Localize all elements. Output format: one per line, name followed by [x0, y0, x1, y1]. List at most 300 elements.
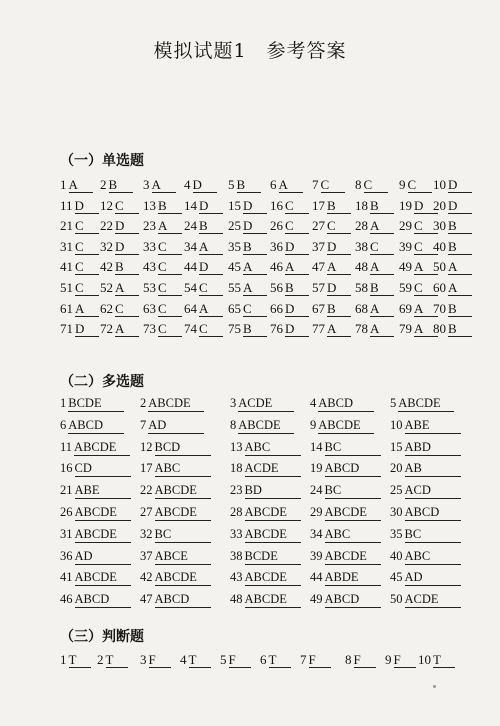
answer-item: [355, 217, 394, 235]
answer-value: A: [414, 321, 438, 337]
answer-item: [312, 300, 351, 318]
answer-item: [270, 279, 309, 297]
single-choice-heading: （一）单选题: [60, 153, 144, 169]
question-number: 14: [184, 197, 197, 213]
answer-item: [100, 258, 139, 276]
answer-value: D: [199, 198, 223, 214]
answer-value: ABC: [325, 527, 381, 543]
answer-value: F: [309, 652, 331, 668]
answer-item: [399, 176, 432, 194]
answer-item: [100, 300, 139, 318]
question-number: 26: [270, 218, 283, 234]
question-number: 28: [230, 504, 243, 519]
question-number: 23: [230, 483, 243, 498]
question-number: 1: [60, 652, 67, 667]
answer-item: [433, 217, 472, 235]
answer-item: [143, 279, 182, 297]
answer-item: [184, 238, 223, 256]
question-number: 11: [60, 439, 73, 454]
answer-value: D: [75, 198, 99, 214]
answer-value: C: [370, 239, 394, 255]
question-number: 37: [312, 238, 325, 254]
answer-value: ABCDE: [398, 396, 454, 412]
answer-item: [310, 416, 374, 434]
answer-item: [230, 416, 294, 434]
answer-item: [270, 300, 309, 318]
question-number: 35: [390, 526, 403, 541]
answer-value: ABD: [405, 440, 461, 456]
answer-value: ABCD: [75, 592, 131, 608]
answer-value: T: [269, 652, 291, 668]
question-number: 29: [310, 504, 323, 519]
answer-item: [355, 279, 394, 297]
question-number: 8: [230, 417, 237, 432]
answer-item: [385, 651, 416, 669]
question-number: 3: [230, 396, 237, 410]
answer-item: [140, 525, 211, 543]
question-number: 4: [180, 652, 187, 667]
answer-value: ABCDE: [74, 440, 130, 456]
answer-value: ACDE: [245, 461, 301, 477]
answer-value: F: [354, 652, 376, 668]
answer-item: [60, 503, 131, 521]
answer-value: CD: [75, 461, 131, 477]
question-number: 5: [228, 177, 235, 192]
question-number: 9: [385, 652, 392, 667]
question-number: 15: [390, 439, 403, 454]
answer-value: D: [199, 259, 223, 275]
multiple-choice-heading: （二）多选题: [60, 374, 144, 390]
answer-value: ABCDE: [148, 396, 204, 412]
answer-item: [60, 459, 131, 477]
answer-value: ABCDE: [75, 527, 131, 543]
page-speck: [433, 685, 436, 688]
question-number: 10: [418, 652, 431, 667]
answer-item: [312, 320, 351, 338]
answer-value: T: [189, 652, 211, 668]
answer-item: [433, 176, 472, 194]
question-number: 73: [143, 321, 156, 337]
answer-item: [310, 481, 381, 499]
question-number: 18: [230, 461, 243, 476]
question-number: 20: [433, 197, 446, 213]
answer-value: BC: [155, 527, 211, 543]
answer-item: [228, 238, 267, 256]
answer-value: ABCD: [325, 461, 381, 477]
question-number: 41: [60, 570, 73, 585]
answer-value: ABCDE: [318, 418, 374, 434]
question-number: 5: [390, 396, 397, 410]
answer-value: BC: [325, 483, 381, 499]
question-number: 19: [399, 197, 412, 213]
answer-value: C: [414, 239, 438, 255]
question-number: 43: [230, 570, 243, 585]
answer-item: [184, 320, 223, 338]
answer-item: [228, 197, 267, 215]
question-number: 49: [310, 592, 323, 607]
question-number: 17: [140, 461, 153, 476]
answer-value: ABCD: [318, 396, 374, 412]
answer-item: [184, 197, 223, 215]
answer-value: ACDE: [238, 396, 294, 412]
answer-item: [184, 258, 223, 276]
answer-value: A: [327, 321, 351, 337]
answer-value: ABCDE: [245, 527, 301, 543]
question-number: 3: [143, 177, 150, 192]
question-number: 23: [143, 218, 156, 234]
answer-value: ABCDE: [155, 570, 211, 586]
question-number: 6: [270, 177, 277, 192]
answer-value: C: [285, 198, 309, 214]
answer-item: [270, 217, 309, 235]
answer-value: A: [370, 301, 394, 317]
question-number: 17: [312, 197, 325, 213]
question-number: 39: [399, 238, 412, 254]
answer-item: [345, 651, 376, 669]
answer-item: [355, 176, 388, 194]
answer-item: [60, 438, 130, 456]
answer-value: C: [408, 177, 432, 193]
question-number: 34: [184, 238, 197, 254]
answer-value: ACDE: [405, 592, 461, 608]
answer-item: [355, 197, 394, 215]
answer-item: [60, 651, 91, 669]
question-number: 15: [228, 197, 241, 213]
question-number: 60: [433, 279, 446, 295]
question-number: 55: [228, 279, 241, 295]
answer-item: [60, 525, 131, 543]
answer-value: B: [158, 198, 182, 214]
answer-item: [140, 416, 204, 434]
question-number: 50: [433, 259, 446, 275]
answer-item: [230, 590, 301, 608]
answer-value: D: [448, 177, 472, 193]
question-number: 13: [143, 197, 156, 213]
answer-item: [60, 416, 124, 434]
question-number: 59: [399, 279, 412, 295]
question-number: 65: [228, 300, 241, 316]
question-number: 47: [312, 259, 325, 275]
question-number: 8: [345, 652, 352, 667]
answer-value: A: [414, 301, 438, 317]
answer-value: D: [414, 198, 438, 214]
answer-value: C: [414, 218, 438, 234]
question-number: 75: [228, 321, 241, 337]
answer-value: ABCDE: [245, 592, 301, 608]
answer-value: C: [115, 198, 139, 214]
answer-item: [270, 176, 303, 194]
question-number: 22: [100, 218, 113, 234]
answer-value: ABCDE: [75, 570, 131, 586]
question-number: 38: [230, 548, 243, 563]
answer-item: [228, 320, 267, 338]
answer-item: [390, 459, 461, 477]
answer-item: [60, 547, 131, 565]
answer-value: F: [394, 652, 416, 668]
answer-value: C: [158, 321, 182, 337]
question-number: 72: [100, 321, 113, 337]
answer-value: ABDE: [325, 570, 381, 586]
answer-value: ABCDE: [238, 418, 294, 434]
answer-value: D: [327, 280, 351, 296]
answer-item: [390, 394, 454, 412]
answer-value: C: [158, 280, 182, 296]
answer-item: [60, 176, 93, 194]
question-number: 62: [100, 300, 113, 316]
question-number: 16: [270, 197, 283, 213]
question-number: 6: [260, 652, 267, 667]
answer-item: [310, 568, 381, 586]
question-number: 42: [140, 570, 153, 585]
answer-item: [100, 197, 139, 215]
answer-value: B: [243, 239, 267, 255]
answer-item: [60, 258, 99, 276]
answer-value: ABCDE: [245, 505, 301, 521]
answer-item: [184, 279, 223, 297]
answer-value: ABE: [405, 418, 461, 434]
question-number: 71: [60, 321, 73, 337]
answer-value: A: [199, 239, 223, 255]
answer-value: B: [370, 280, 394, 296]
answer-value: BCDE: [68, 396, 124, 412]
question-number: 4: [184, 177, 191, 192]
answer-value: B: [109, 177, 133, 193]
answer-item: [100, 176, 133, 194]
answer-value: ABCE: [155, 549, 211, 565]
answer-item: [300, 651, 331, 669]
answer-value: A: [152, 177, 176, 193]
answer-value: ABCDE: [155, 505, 211, 521]
answer-value: A: [370, 321, 394, 337]
answer-value: B: [370, 198, 394, 214]
answer-value: B: [448, 321, 472, 337]
answer-item: [310, 503, 381, 521]
answer-value: A: [75, 301, 99, 317]
answer-item: [143, 238, 182, 256]
answer-value: T: [433, 652, 455, 668]
answer-value: ABCDE: [325, 505, 381, 521]
question-number: 30: [433, 218, 446, 234]
answer-item: [390, 525, 461, 543]
answer-value: A: [370, 218, 394, 234]
answer-item: [143, 197, 182, 215]
answer-value: C: [199, 280, 223, 296]
answer-value: ABCDE: [155, 483, 211, 499]
answer-value: D: [285, 321, 309, 337]
answer-value: C: [75, 280, 99, 296]
page-title: 模拟试题1 参考答案: [153, 40, 347, 62]
answer-item: [433, 258, 472, 276]
answer-value: T: [106, 652, 128, 668]
question-number: 80: [433, 321, 446, 337]
answer-value: A: [279, 177, 303, 193]
question-number: 16: [60, 461, 73, 476]
answer-value: B: [243, 321, 267, 337]
answer-value: A: [243, 259, 267, 275]
question-number: 12: [100, 197, 113, 213]
answer-item: [230, 568, 301, 586]
answer-item: [312, 176, 345, 194]
question-number: 6: [60, 417, 67, 432]
answer-item: [60, 238, 99, 256]
question-number: 32: [140, 526, 153, 541]
question-number: 27: [312, 218, 325, 234]
answer-value: B: [448, 218, 472, 234]
answer-value: D: [115, 239, 139, 255]
answer-value: ABCDE: [245, 570, 301, 586]
answer-value: B: [115, 259, 139, 275]
question-number: 3: [140, 652, 147, 667]
question-number: 2: [100, 177, 107, 192]
answer-value: A: [370, 259, 394, 275]
answer-value: D: [243, 198, 267, 214]
answer-value: BCDE: [245, 549, 301, 565]
answer-value: B: [199, 218, 223, 234]
answer-value: ABE: [75, 483, 131, 499]
question-number: 35: [228, 238, 241, 254]
answer-item: [355, 320, 394, 338]
question-number: 27: [140, 504, 153, 519]
answer-value: A: [115, 321, 139, 337]
answer-item: [100, 320, 139, 338]
question-number: 44: [184, 259, 197, 275]
answer-item: [140, 590, 211, 608]
answer-value: B: [327, 301, 351, 317]
question-number: 36: [270, 238, 283, 254]
question-number: 68: [355, 300, 368, 316]
question-number: 38: [355, 238, 368, 254]
question-number: 9: [399, 177, 406, 192]
answer-value: D: [327, 239, 351, 255]
question-number: 24: [184, 218, 197, 234]
answer-value: C: [75, 259, 99, 275]
question-number: 26: [60, 504, 73, 519]
question-number: 18: [355, 197, 368, 213]
question-number: 25: [390, 483, 403, 498]
answer-value: C: [364, 177, 388, 193]
answer-value: C: [75, 239, 99, 255]
answer-item: [355, 238, 394, 256]
question-number: 10: [433, 177, 446, 192]
answer-item: [390, 438, 461, 456]
answer-value: C: [199, 321, 223, 337]
answer-value: D: [448, 198, 472, 214]
answer-item: [60, 590, 131, 608]
answer-item: [140, 481, 211, 499]
answer-value: A: [448, 280, 472, 296]
question-number: 78: [355, 321, 368, 337]
answer-item: [184, 176, 217, 194]
answer-item: [433, 300, 472, 318]
answer-item: [140, 503, 211, 521]
answer-item: [390, 568, 461, 586]
answer-value: AD: [75, 549, 131, 565]
answer-item: [184, 300, 223, 318]
answer-value: D: [285, 301, 309, 317]
question-number: 77: [312, 321, 325, 337]
answer-value: D: [115, 218, 139, 234]
question-number: 10: [390, 417, 403, 432]
answer-value: F: [149, 652, 171, 668]
answer-item: [97, 651, 128, 669]
answer-value: BC: [325, 440, 381, 456]
answer-item: [140, 394, 204, 412]
answer-item: [143, 217, 182, 235]
question-number: 25: [228, 218, 241, 234]
question-number: 36: [60, 548, 73, 563]
answer-value: BC: [405, 527, 461, 543]
answer-item: [355, 258, 394, 276]
answer-item: [270, 320, 309, 338]
question-number: 52: [100, 279, 113, 295]
answer-value: BD: [245, 483, 301, 499]
answer-value: A: [69, 177, 93, 193]
answer-item: [390, 547, 461, 565]
answer-item: [60, 568, 131, 586]
question-number: 7: [140, 417, 147, 432]
question-number: 4: [310, 396, 317, 410]
question-number: 30: [390, 504, 403, 519]
answer-item: [310, 459, 381, 477]
question-number: 1: [60, 396, 67, 410]
answer-item: [230, 547, 301, 565]
answer-value: ABCDE: [75, 505, 131, 521]
answer-value: B: [448, 239, 472, 255]
answer-value: ABC: [155, 461, 211, 477]
question-number: 2: [97, 652, 104, 667]
answer-item: [390, 590, 461, 608]
answer-value: ABCDE: [325, 549, 381, 565]
answer-item: [390, 416, 461, 434]
answer-item: [390, 503, 461, 521]
answer-value: BCD: [155, 440, 211, 456]
question-number: 40: [433, 238, 446, 254]
question-number: 24: [310, 483, 323, 498]
question-number: 48: [230, 592, 243, 607]
question-number: 67: [312, 300, 325, 316]
answer-value: C: [158, 239, 182, 255]
answer-value: C: [243, 301, 267, 317]
question-number: 66: [270, 300, 283, 316]
question-number: 53: [143, 279, 156, 295]
question-number: 79: [399, 321, 412, 337]
answer-item: [220, 651, 251, 669]
answer-item: [100, 217, 139, 235]
answer-value: A: [327, 259, 351, 275]
answer-value: B: [285, 280, 309, 296]
question-number: 63: [143, 300, 156, 316]
question-number: 37: [140, 548, 153, 563]
answer-value: A: [115, 280, 139, 296]
answer-item: [100, 238, 139, 256]
answer-value: A: [414, 259, 438, 275]
question-number: 57: [312, 279, 325, 295]
question-number: 33: [230, 526, 243, 541]
answer-value: T: [69, 652, 91, 668]
answer-item: [228, 279, 267, 297]
answer-item: [310, 590, 381, 608]
question-number: 74: [184, 321, 197, 337]
question-number: 34: [310, 526, 323, 541]
question-number: 42: [100, 259, 113, 275]
answer-value: B: [237, 177, 261, 193]
question-number: 46: [60, 592, 73, 607]
answer-value: C: [327, 218, 351, 234]
question-number: 21: [60, 218, 73, 234]
question-number: 19: [310, 461, 323, 476]
question-number: 58: [355, 279, 368, 295]
question-number: 1: [60, 177, 67, 192]
